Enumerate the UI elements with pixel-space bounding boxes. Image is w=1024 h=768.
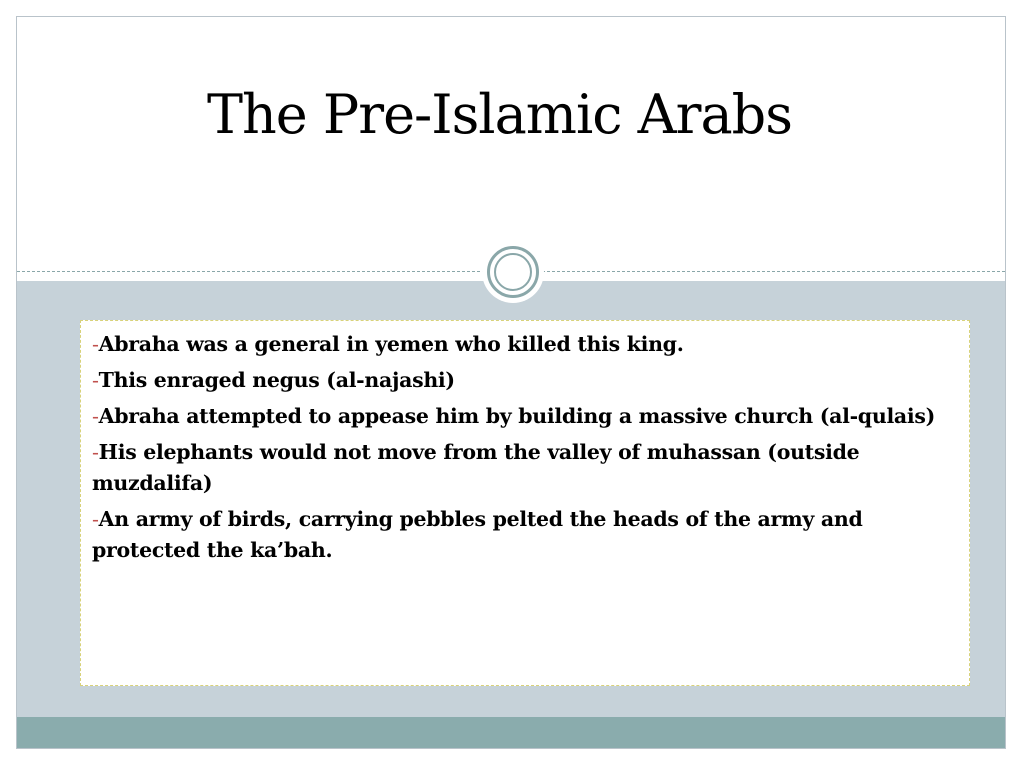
dash-bullet-icon: -	[92, 404, 99, 428]
bullet-text: His elephants would not move from the valley of muhassan (outside muzdalifa)	[92, 440, 860, 495]
dash-bullet-icon: -	[92, 332, 99, 356]
bullet-text: Abraha was a general in yemen who killed this king.	[98, 332, 684, 356]
bullet-item	[92, 504, 959, 566]
slide	[16, 16, 1006, 749]
bullet-item	[92, 401, 959, 432]
dash-bullet-icon: -	[92, 368, 99, 392]
bullet-text: An army of birds, carrying pebbles pelted the heads of the army and protected the ka’bah.	[92, 507, 863, 562]
bullet-list	[92, 329, 959, 566]
bullet-item	[92, 365, 959, 396]
bullet-text: This enraged negus (al-najashi)	[98, 368, 455, 392]
bullet-item	[92, 437, 959, 499]
content-placeholder[interactable]	[80, 320, 970, 686]
title-area	[17, 17, 1005, 272]
bullet-text: Abraha attempted to appease him by building a massive church (al-qulais)	[98, 404, 936, 428]
dash-bullet-icon: -	[92, 440, 99, 464]
footer-band	[17, 717, 1005, 749]
bullet-item	[92, 329, 959, 360]
slide-title: The Pre-Islamic Arabs	[207, 83, 792, 146]
dash-bullet-icon: -	[92, 507, 99, 531]
circle-ornament-inner	[494, 253, 532, 291]
